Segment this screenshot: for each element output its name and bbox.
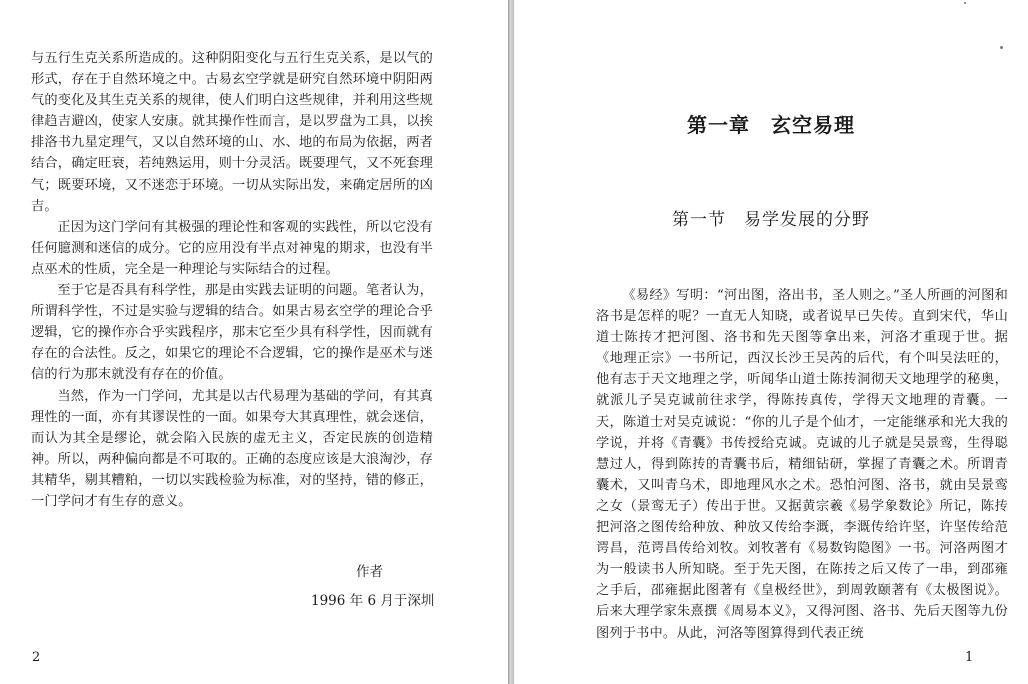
page-number-left: 2 xyxy=(32,650,41,665)
left-body-text xyxy=(31,48,433,512)
page-number-right: 1 xyxy=(965,650,974,665)
right-page xyxy=(514,0,1028,684)
chapter-title: 第一章 玄空易理 xyxy=(687,113,855,137)
left-paragraph-4: 当然，作为一门学问，尤其是以古代易理为基础的学问，有其真理性的一面，亦有其谬误性的一面。如果夸大其真理性，就会迷信，而认为其全是缪论，就会陷入民族的虚无主义，否定民族的创造精神。所以，两种偏向都是不可取的。正确的态度应该是大浪淘沙，存其精华，剔其糟粕，一切以实践检验为标准，对的坚持，错的修正，一门学问才有生存的意义。 xyxy=(31,388,433,509)
scan-speck xyxy=(964,2,966,4)
right-paragraph-1: 《易经》写明：“河出图，洛出书，圣人则之。”圣人所画的河图和洛书是怎样的呢？一直无人知晓，或者说早已失传。直到宋代，华山道士陈抟才把河图、洛书和先天图等拿出来，河洛才重现于世。据《地理正宗》一书所记，西汉长沙王吴芮的后代，有个叫吴法旺的，他有志于天文地理之学，听闻华山道士陈抟洞彻天文地理学的秘奥，就派儿子吴克诚前往求学，得陈抟真传，学得天文地理的青囊。一天，陈道士对吴克诚说：“你的儿子是个仙才，一定能继承和光大我的学说，并将《青囊》书传授给克诚。克诚的儿子就是吴景鸾，生得聪慧过人，得到陈抟的青囊书后，精细钻研，掌握了青囊之术。所谓青囊术，又叫青乌术，即地理风水之术。恐怕河图、洛书，就由吴景鸾之女（景鸾无子）传出于世。又据黄宗羲《易学象数论》所记，陈抟把河洛之图传给种放、种放又传给李溉，李溉传给许坚，许坚传给范谔昌，范谔昌传给刘牧。刘牧著有《易数钩隐图》一书。河洛两图才为一般读书人所知晓。至于先天图，在陈抟之后又传了一串，到邵雍之手后，邵雍据此图著有《皇极经世》，到周敦颐著有《太极图说》。后来大理学家朱熹撰《周易本义》，又得河图、洛书、先后天图等九份图列于书中。从此，河洛等图算得到代表正统 xyxy=(596,288,1008,641)
right-body-text xyxy=(596,285,1008,644)
author-signature: 作者 xyxy=(356,564,383,580)
left-paragraph-2: 正因为这门学问有其极强的理论性和客观的实践性，所以它没有任何臆测和迷信的成分。它的应用没有半点对神鬼的期求，也没有半点巫术的性质，完全是一种理论与实际结合的过程。 xyxy=(31,219,433,277)
left-page xyxy=(0,0,508,684)
signoff-date: 1996 年 6 月于深圳 xyxy=(311,593,435,609)
scan-speck xyxy=(1000,46,1003,49)
section-title: 第一节 易学发展的分野 xyxy=(672,210,870,230)
left-paragraph-1: 与五行生克关系所造成的。这种阴阳变化与五行生克关系，是以气的形式，存在于自然环境之中。古易玄空学就是研究自然环境中阴阳两气的变化及其生克关系的规律，使人们明白这些规律，并利用这些规律趋吉避凶，使家人安康。就其操作性而言，是以罗盘为工具，以挨排洛书九星定理气，又以自然环境的山、水、地的布局为依据，两者结合，确定旺衰，若纯熟运用，则十分灵活。既要理气，又不死套理气；既要环境，又不迷恋于环境。一切从实际出发，来确定居所的凶吉。 xyxy=(31,51,433,214)
left-paragraph-3: 至于它是否具有科学性，那是由实践去证明的问题。笔者认为，所谓科学性，不过是实验与逻辑的结合。如果古易玄空学的理论合乎逻辑，它的操作亦合乎实践程序，那末它至少具有科学性，因而就有存在的合法性。反之，如果它的理论不合逻辑，它的操作是巫术与迷信的行为那末就没有存在的价值。 xyxy=(31,283,433,383)
